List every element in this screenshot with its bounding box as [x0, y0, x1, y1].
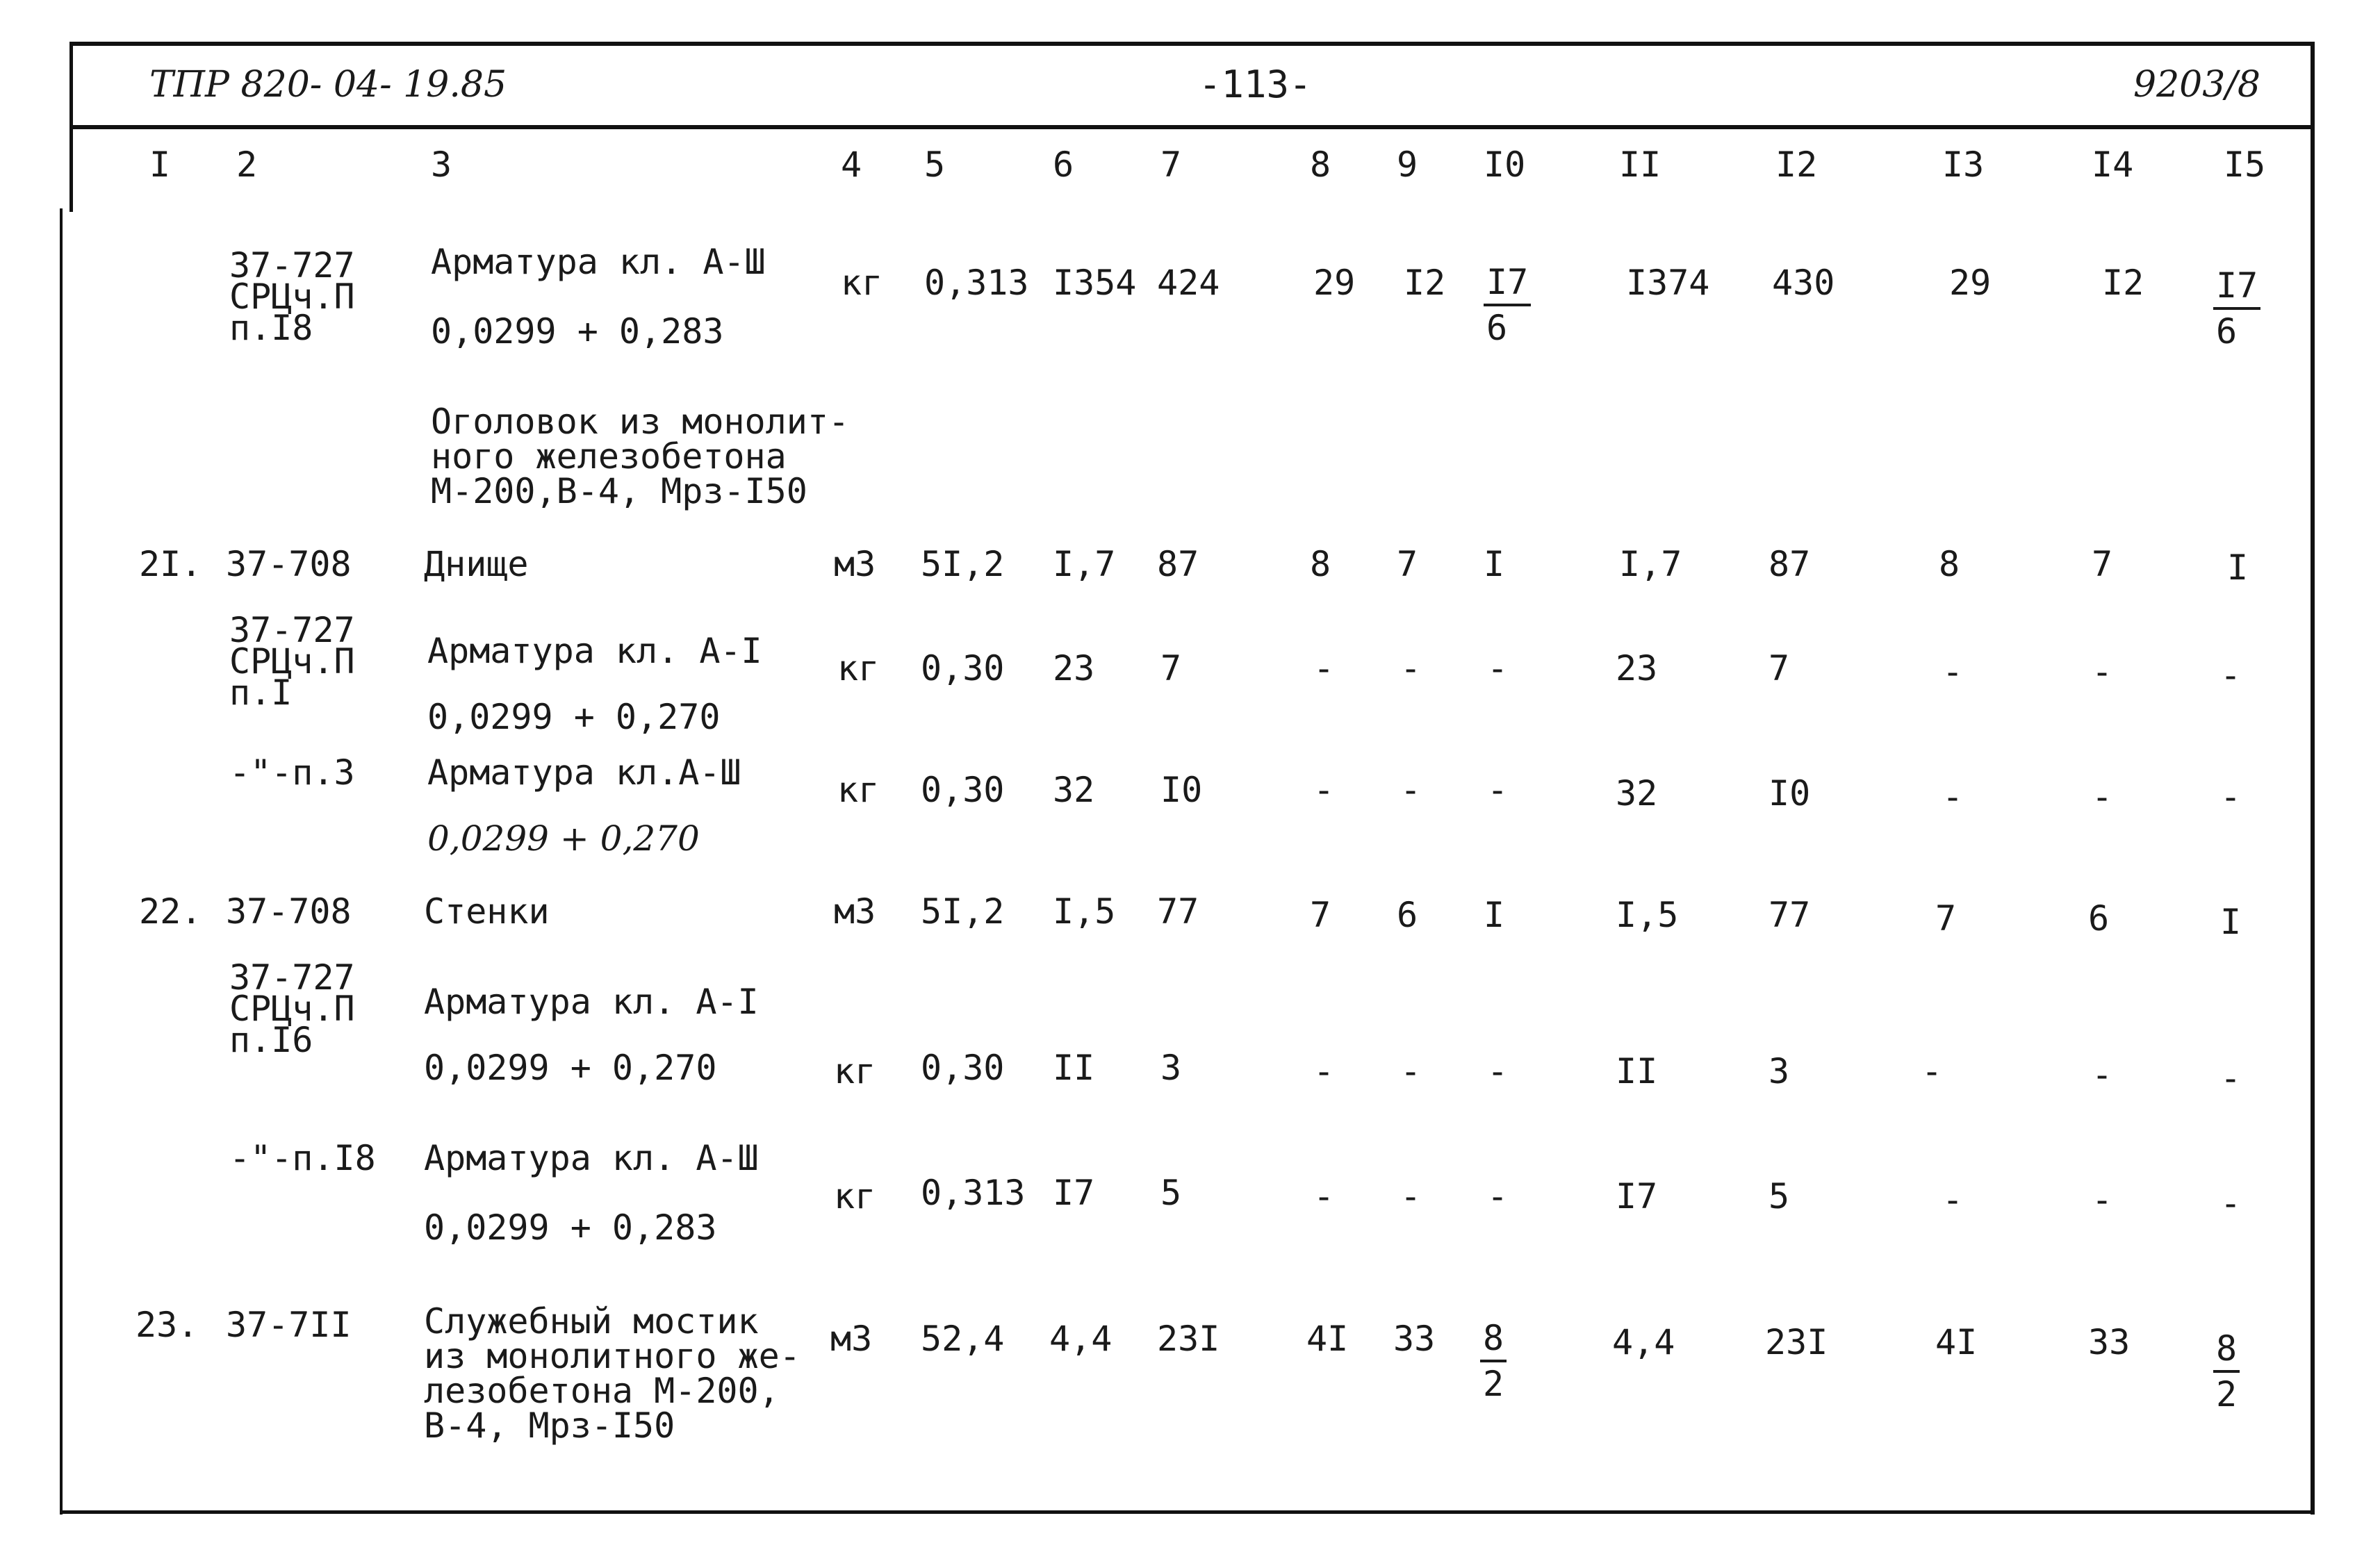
- row-cell-5: 5I,2: [921, 891, 1005, 932]
- row-description-line: 0,0299 + 0,283: [431, 311, 724, 352]
- row-code-line: п.I: [229, 673, 293, 713]
- row-cell-6: II: [1053, 1048, 1095, 1088]
- page-number: -113-: [1199, 63, 1312, 106]
- row-code-line: СРЦч.П: [229, 277, 355, 317]
- row-cell-13: -: [1942, 1180, 1964, 1220]
- row-cell-8: 8: [1310, 544, 1331, 584]
- row-description-line: из монолитного же-: [424, 1336, 801, 1376]
- row-cell-10: -: [1487, 770, 1509, 810]
- row-cell-10: I: [1484, 544, 1505, 584]
- column-header: 8: [1310, 145, 1331, 185]
- section-heading-line: М-200,В-4, Мрз-I50: [431, 471, 807, 511]
- fraction-denominator: 6: [1486, 308, 1508, 348]
- row-cell-13: -: [1921, 1051, 1943, 1091]
- row-cell-12: 7: [1768, 648, 1790, 688]
- section-heading-line: ного железобетона: [431, 436, 787, 477]
- row-cell-9: -: [1400, 1176, 1422, 1216]
- row-cell-10-fraction: [1484, 261, 1531, 349]
- row-cell-5: 0,313: [924, 263, 1029, 303]
- row-cell-6: 4,4: [1049, 1319, 1113, 1359]
- row-cell-10: -: [1487, 1176, 1509, 1216]
- row-code-line: -"-п.3: [229, 752, 355, 793]
- row-description-line: Арматура кл.А-Ш: [427, 752, 741, 793]
- row-cell-14: 7: [2092, 544, 2113, 584]
- row-cell-8: -: [1313, 648, 1335, 688]
- row-code-line: п.I8: [229, 308, 313, 348]
- row-cell-5: 52,4: [921, 1319, 1005, 1359]
- column-header: 5: [924, 145, 946, 185]
- column-header: 4: [841, 145, 862, 185]
- row-cell-8: -: [1313, 1176, 1335, 1216]
- row-unit: м3: [834, 544, 876, 584]
- row-cell-7: 7: [1160, 648, 1182, 688]
- row-cell-14: -: [2092, 652, 2113, 692]
- row-cell-11: 23: [1616, 648, 1658, 688]
- row-cell-15: I: [2220, 902, 2242, 942]
- section-heading-line: Оголовок из монолит-: [431, 402, 850, 442]
- row-cell-9: -: [1400, 648, 1422, 688]
- row-cell-7: 424: [1157, 263, 1220, 303]
- row-cell-6: I7: [1053, 1173, 1095, 1213]
- row-cell-15: I: [2227, 547, 2249, 588]
- row-cell-13: 4I: [1935, 1322, 1978, 1362]
- frame-bottom-border: [60, 1510, 2315, 1514]
- column-header: 6: [1053, 145, 1074, 185]
- row-cell-7: 77: [1157, 891, 1199, 932]
- row-code-line: 37-708: [226, 544, 352, 584]
- row-unit: кг: [834, 1051, 876, 1091]
- row-cell-14: -: [2092, 777, 2113, 817]
- row-unit: м3: [830, 1319, 873, 1359]
- row-cell-12: 87: [1768, 544, 1811, 584]
- row-description-line: Стенки: [424, 891, 550, 932]
- row-cell-14: I2: [2102, 263, 2144, 303]
- row-cell-6: I,5: [1053, 891, 1116, 932]
- row-cell-5: 0,30: [921, 648, 1005, 688]
- frame-left-border-lower: [60, 208, 63, 1515]
- row-cell-13: 8: [1939, 544, 1960, 584]
- row-cell-7: 3: [1160, 1048, 1182, 1088]
- row-cell-8: 7: [1310, 895, 1331, 935]
- column-header: I3: [1942, 145, 1985, 185]
- row-cell-8: -: [1313, 770, 1335, 810]
- row-number: 23.: [136, 1305, 199, 1345]
- row-description-line: Арматура кл. А-I: [424, 982, 759, 1022]
- row-cell-13: 29: [1949, 263, 1992, 303]
- row-cell-13: -: [1942, 652, 1964, 692]
- row-cell-12: 77: [1768, 895, 1811, 935]
- doc-code: ТПР 820- 04- 19.85: [149, 64, 507, 106]
- row-cell-6: 32: [1053, 770, 1095, 810]
- column-header: I4: [2092, 145, 2134, 185]
- row-cell-14: -: [2092, 1180, 2113, 1220]
- sheet-code: 9203/8: [2133, 64, 2260, 106]
- row-description-line: Арматура кл. А-Ш: [424, 1138, 759, 1178]
- row-cell-15-fraction: [2213, 264, 2260, 353]
- row-cell-9: 6: [1397, 895, 1418, 935]
- row-cell-11: I,7: [1619, 544, 1682, 584]
- row-cell-11: 4,4: [1612, 1322, 1675, 1362]
- column-header: 2: [236, 145, 258, 185]
- row-cell-5: 0,30: [921, 770, 1005, 810]
- row-cell-13: 7: [1935, 898, 1957, 939]
- row-cell-9: 33: [1393, 1319, 1436, 1359]
- row-cell-6: 23: [1053, 648, 1095, 688]
- row-cell-10: -: [1487, 648, 1509, 688]
- row-code-line: 37-727: [229, 610, 355, 650]
- row-code-line: 37-727: [229, 245, 355, 286]
- row-cell-7: 23I: [1157, 1319, 1220, 1359]
- row-cell-15: -: [2220, 655, 2242, 695]
- row-cell-13: -: [1942, 777, 1964, 817]
- row-cell-9: I2: [1404, 263, 1446, 303]
- column-header: I5: [2224, 145, 2266, 185]
- column-header: II: [1619, 145, 1661, 185]
- row-cell-10: I: [1484, 895, 1505, 935]
- row-cell-11: I,5: [1616, 895, 1679, 935]
- row-cell-9: 7: [1397, 544, 1418, 584]
- row-cell-11: 32: [1616, 773, 1658, 814]
- row-cell-12: 430: [1772, 263, 1835, 303]
- row-description-line: В-4, Мрз-I50: [424, 1405, 675, 1446]
- frame-left-border: [69, 42, 73, 212]
- row-unit: кг: [837, 648, 880, 688]
- row-cell-12: 5: [1768, 1176, 1790, 1216]
- column-header: 7: [1160, 145, 1182, 185]
- fraction-numerator: I7: [2213, 264, 2260, 310]
- row-cell-11: I374: [1626, 263, 1710, 303]
- row-cell-7: 5: [1160, 1173, 1182, 1213]
- column-header: 3: [431, 145, 452, 185]
- row-cell-14: 6: [2088, 898, 2110, 939]
- row-number: 2I.: [139, 544, 202, 584]
- row-code-line: п.I6: [229, 1020, 313, 1060]
- row-description-line: Днище: [424, 544, 529, 584]
- row-cell-9: -: [1400, 1051, 1422, 1091]
- fraction-denominator: 2: [1483, 1364, 1504, 1404]
- fraction-numerator: 8: [1480, 1317, 1507, 1362]
- column-header: 9: [1397, 145, 1418, 185]
- row-cell-7: I0: [1160, 770, 1203, 810]
- row-cell-14: 33: [2088, 1322, 2131, 1362]
- row-code-line: -"-п.I8: [229, 1138, 376, 1178]
- row-description-line: 0,0299 + 0,283: [424, 1207, 717, 1248]
- header-divider: [73, 125, 2314, 129]
- fraction-numerator: I7: [1484, 261, 1531, 306]
- row-code-line: 37-727: [229, 957, 355, 998]
- row-cell-7: 87: [1157, 544, 1199, 584]
- row-unit: кг: [841, 263, 883, 303]
- row-description-line: 0,0299 + 0,270: [427, 818, 700, 859]
- fraction-denominator: 2: [2216, 1374, 2238, 1414]
- row-cell-10-fraction: [1480, 1317, 1507, 1405]
- column-header: I: [149, 145, 171, 185]
- row-code-line: 37-708: [226, 891, 352, 932]
- row-description-line: Арматура кл. А-I: [427, 631, 762, 671]
- row-cell-8: -: [1313, 1051, 1335, 1091]
- row-description-line: Служебный мостик: [424, 1301, 759, 1342]
- row-cell-15-fraction: [2213, 1327, 2240, 1416]
- row-description-line: Арматура кл. А-Ш: [431, 242, 766, 282]
- row-code-line: СРЦч.П: [229, 989, 355, 1029]
- row-code-line: СРЦч.П: [229, 641, 355, 682]
- row-cell-9: -: [1400, 770, 1422, 810]
- row-cell-5: 0,30: [921, 1048, 1005, 1088]
- row-description-line: 0,0299 + 0,270: [424, 1048, 717, 1088]
- row-cell-14: -: [2092, 1055, 2113, 1095]
- frame-right-border: [2311, 42, 2315, 1515]
- fraction-denominator: 6: [2216, 311, 2238, 352]
- row-cell-6: I,7: [1053, 544, 1116, 584]
- row-cell-15: -: [2220, 1183, 2242, 1223]
- row-cell-8: 29: [1313, 263, 1356, 303]
- row-cell-12: 23I: [1765, 1322, 1828, 1362]
- row-cell-11: I7: [1616, 1176, 1658, 1216]
- row-cell-12: 3: [1768, 1051, 1790, 1091]
- row-cell-5: 5I,2: [921, 544, 1005, 584]
- row-code-line: 37-7II: [226, 1305, 352, 1345]
- row-description-line: 0,0299 + 0,270: [427, 697, 721, 737]
- row-cell-15: -: [2220, 1058, 2242, 1098]
- row-cell-5: 0,313: [921, 1173, 1026, 1213]
- row-cell-6: I354: [1053, 263, 1137, 303]
- row-cell-11: II: [1616, 1051, 1658, 1091]
- frame-top-border: [73, 42, 2314, 46]
- row-cell-15: -: [2220, 777, 2242, 817]
- column-header: I0: [1484, 145, 1526, 185]
- row-cell-12: I0: [1768, 773, 1811, 814]
- row-description-line: лезобетона М-200,: [424, 1371, 780, 1411]
- row-unit: кг: [834, 1176, 876, 1216]
- row-number: 22.: [139, 891, 202, 932]
- row-unit: кг: [837, 770, 880, 810]
- fraction-numerator: 8: [2213, 1327, 2240, 1373]
- row-unit: м3: [834, 891, 876, 932]
- row-cell-8: 4I: [1306, 1319, 1349, 1359]
- column-header: I2: [1775, 145, 1818, 185]
- row-cell-10: -: [1487, 1051, 1509, 1091]
